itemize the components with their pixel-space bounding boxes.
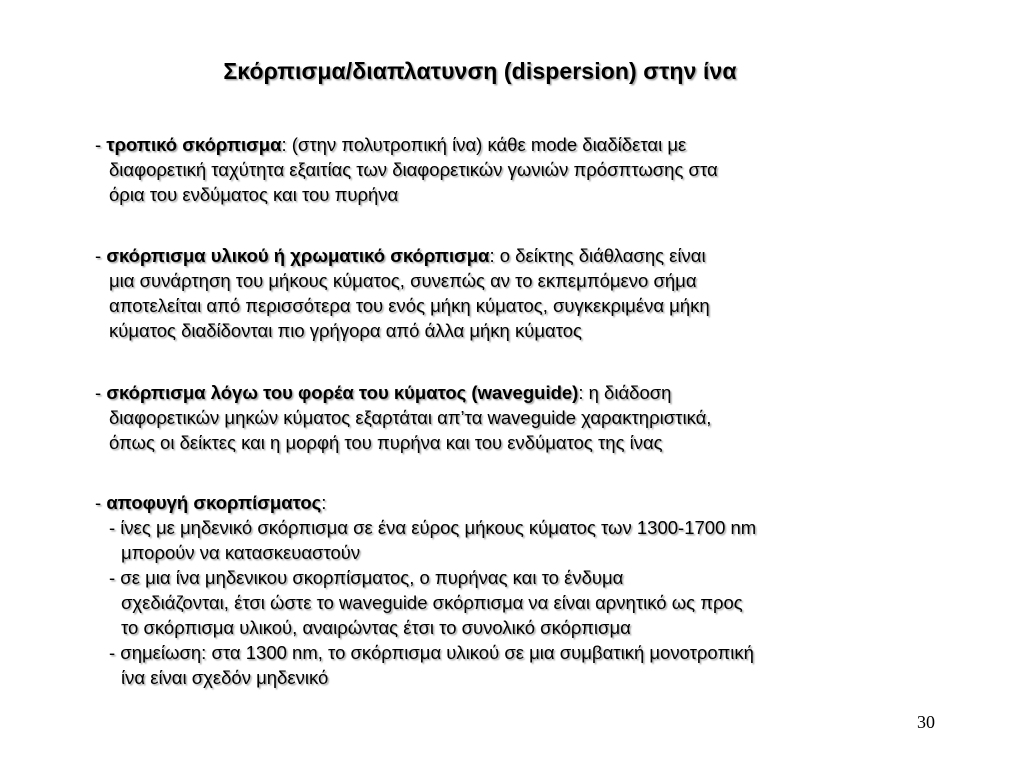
section-waveguide-dispersion (95, 380, 711, 455)
section-line (95, 243, 710, 268)
bullet-dash: - (95, 382, 107, 403)
section-line: όρια του ενδύματος και του πυρήνα (109, 184, 399, 205)
sub-bullet-line: - σε μια ίνα μηδενικου σκορπίσματος, ο πυρήνας και το ένδυμα (109, 567, 624, 588)
section-line (95, 132, 718, 157)
bullet-dash: - (95, 134, 107, 155)
section-line (95, 380, 711, 405)
section-dispersion-avoidance (95, 490, 756, 690)
sub-bullet-line: το σκόρπισμα υλικού, αναιρώντας έτσι το συνολικό σκόρπισμα (121, 617, 631, 638)
bullet-dash: - (95, 492, 107, 513)
sub-bullet-line: - ίνες με μηδενικό σκόρπισμα σε ένα εύρος μήκους κύματος των 1300-1700 nm (109, 517, 757, 538)
term-waveguide-dispersion: σκόρπισμα λόγω του φορέα του κύματος (waveguide) (106, 382, 579, 403)
section-line: διαφορετική ταχύτητα εξαιτίας των διαφορετικών γωνιών πρόσπτωσης στα (109, 159, 718, 180)
section-line: όπως οι δείκτες και η μορφή του πυρήνα και του ενδύματος της ίνας (109, 432, 663, 453)
slide-title: Σκόρπισμα/διαπλατυνση (dispersion) στην ίνα (223, 58, 737, 84)
page-number: 30 (917, 712, 935, 732)
sub-bullet-line: - σημείωση: στα 1300 nm, το σκόρπισμα υλικού σε μια συμβατική μονοτροπική (109, 642, 754, 663)
section-line: διαφορετικών μηκών κύματος εξαρτάται απ’τα waveguide χαρακτηριστικά, (109, 407, 712, 428)
term-dispersion-avoidance: αποφυγή σκορπίσματος (106, 492, 322, 513)
section-line: κύματος διαδίδονται πιο γρήγορα από άλλα μήκη κύματος (109, 320, 582, 341)
section-material-dispersion (95, 243, 710, 343)
sub-bullet-line: ίνα είναι σχεδόν μηδενικό (121, 667, 329, 688)
section-text: : (321, 492, 327, 513)
sub-bullet-line: μπορούν να κατασκευαστούν (121, 542, 361, 563)
section-text: : ο δείκτης διάθλασης είναι (489, 245, 706, 266)
term-material-dispersion: σκόρπισμα υλικού ή χρωματικό σκόρπισμα (106, 245, 490, 266)
term-modal-dispersion: τροπικό σκόρπισμα (106, 134, 282, 155)
section-line: αποτελείται από περισσότερα του ενός μήκη κύματος, συγκεκριμένα μήκη (109, 295, 710, 316)
sub-bullet-line: σχεδιάζονται, έτσι ώστε το waveguide σκόρπισμα να είναι αρνητικό ως προς (121, 592, 743, 613)
section-modal-dispersion (95, 132, 718, 207)
section-text: : (στην πολυτροπική ίνα) κάθε mode διαδίδεται με (281, 134, 687, 155)
section-line (95, 490, 756, 515)
bullet-dash: - (95, 245, 107, 266)
section-text: : η διάδοση (578, 382, 672, 403)
section-line: μια συνάρτηση του μήκους κύματος, συνεπώς αν το εκπεμπόμενο σήμα (109, 270, 697, 291)
